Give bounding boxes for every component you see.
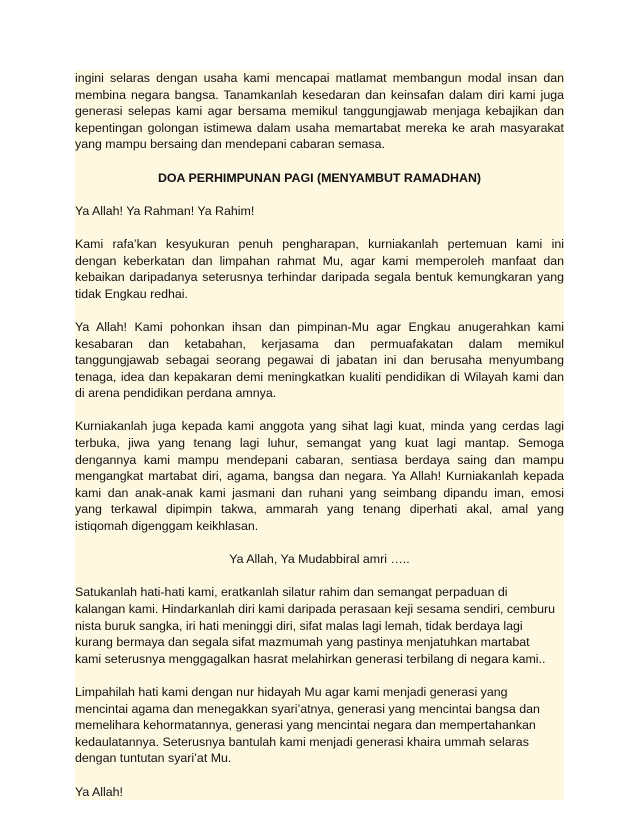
closing-line: Ya Allah! — [75, 784, 123, 799]
paragraph-line: Limpahilah hati kami dengan nur hidayah Mu agar kami menjadi generasi yang — [75, 684, 508, 699]
paragraph-1 — [75, 236, 564, 302]
paragraph-line: kedaulatannya. Seterusnya bantulah kami menjadi generasi khaira ummah selaras — [75, 734, 529, 749]
intro-line: yang mampu bersaing dan mendepani cabaran semasa. — [75, 137, 385, 152]
paragraph-2 — [75, 319, 564, 402]
paragraph-line: dengan keberkatan dan limpahan rahmat Mu, agar kami memperoleh manfaat dan — [75, 253, 564, 268]
paragraph-line: kebaikan daripadanya seterusnya terhindar daripada segala bentuk kemungkaran yang — [75, 270, 564, 285]
opening-line: Ya Allah! Ya Rahman! Ya Rahim! — [75, 203, 255, 218]
centered-invocation: Ya Allah, Ya Mudabbiral amri ….. — [229, 552, 410, 567]
paragraph-line: mencintai agama dan menegakkan syari’atnya, generasi yang mencintai bangsa dan — [75, 701, 540, 716]
paragraph-line: mengangkat martabat diri, agama, bangsa dan negara. Ya Allah! Kurniakanlah kepada — [75, 469, 564, 484]
paragraph-line: di arena pendidikan perdana amnya. — [75, 386, 277, 401]
intro-line: generasi selepas kami agar bersama memikul tanggungjawab menjaga kebajikan dan — [75, 104, 564, 119]
paragraph-line: kesabaran dan ketabahan, kerjasama dan permuafakatan dalam memikul — [75, 336, 564, 351]
intro-line: ingini selaras dengan usaha kami mencapai matlamat membangun modal insan dan — [75, 71, 564, 85]
intro-line: kepentingan golongan istimewa dalam usaha memartabat mereka ke arah masyarakat — [75, 120, 564, 135]
intro-paragraph — [75, 70, 564, 153]
paragraph-line: Ya Allah! Kami pohonkan ihsan dan pimpinan-Mu agar Engkau anugerahkan kami — [75, 319, 564, 334]
paragraph-line: kalangan kami. Hindarkanlah diri kami daripada perasaan keji sesama sendiri, cemburu — [75, 602, 556, 616]
paragraph-line: kami seterusnya menggagalkan hasrat melahirkan generasi terbilang di negara kami.. — [75, 651, 546, 666]
document-body — [75, 70, 564, 800]
paragraph-line: tanggungjawab sebagai seorang pegawai di jabatan ini dan berusaha menyumbang — [75, 353, 564, 368]
paragraph-line: Satukanlah hati-hati kami, eratkanlah silatur rahim dan semangat perpaduan di — [75, 585, 508, 600]
paragraph-line: tenaga, idea dan kepakaran demi meningkatkan kualiti pendidikan di Wilayah kami dan — [75, 369, 564, 384]
paragraph-line: kurang bermaya dan segala sifat mazmumah yang pastinya menjatuhkan martabat — [75, 635, 530, 650]
paragraph-line: Kami rafa’kan kesyukuran penuh pengharapan, kurniakanlah pertemuan kami ini — [75, 236, 564, 251]
paragraph-line: kami dan anak-anak kami jasmani dan ruhani yang seimbang dipandu iman, emosi — [75, 485, 564, 500]
intro-line: membina negara bangsa. Tanamkanlah kesedaran dan keinsafan dalam diri kami juga — [75, 87, 564, 102]
paragraph-5 — [75, 684, 564, 767]
paragraph-line: nista buruk sangka, iri hati meninggi diri, sifat malas lagi lemah, tidak berdaya lagi — [75, 618, 523, 633]
prayer-heading: DOA PERHIMPUNAN PAGI (MENYAMBUT RAMADHAN) — [157, 170, 482, 185]
paragraph-3 — [75, 418, 564, 534]
paragraph-line: Kurniakanlah juga kepada kami anggota yang sihat lagi kuat, minda yang cerdas lagi — [75, 419, 564, 434]
paragraph-4 — [75, 584, 564, 667]
paragraph-line: terbuka, jiwa yang tenang lagi luhur, semangat yang kuat lagi mantap. Semoga — [75, 436, 564, 451]
paragraph-line: memelihara kehormatannya, generasi yang mencintai negara dan mempertahankan — [75, 718, 536, 733]
paragraph-line: dengannya kami mampu mendepani cabaran, sentiasa berdaya saing dan mampu — [75, 452, 564, 467]
paragraph-line: istiqomah digenggam keikhlasan. — [75, 519, 259, 534]
paragraph-line: dengan tuntutan syari’at Mu. — [75, 751, 232, 766]
paragraph-line: tidak Engkau redhai. — [75, 286, 188, 301]
paragraph-line: yang terkawal dipimpin takwa, ammarah yang tenang diperhati akal, amal yang — [75, 502, 564, 517]
